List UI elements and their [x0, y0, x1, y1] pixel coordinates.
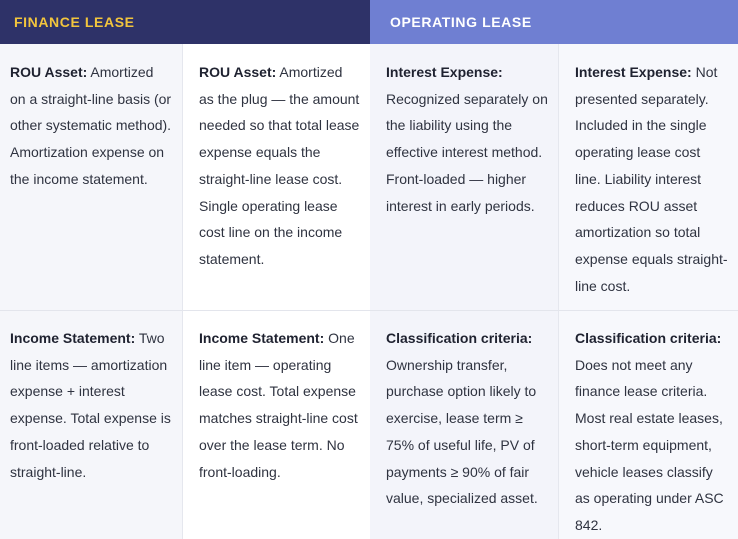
cell-row2-finance-a [0, 310, 182, 539]
cell-text: Amortized as the plug — the amount needed so that total lease expense equals the straight-line lease cost. Single operating lease cost line on the income statement. [199, 64, 360, 267]
cell-text: Recognized separately on the liability using the effective interest method. Front-loaded — higher interest in early periods. [386, 90, 548, 214]
cell-label: Interest Expense: [386, 64, 503, 80]
table-header [0, 0, 738, 44]
cell-text: Ownership transfer, purchase option likely to exercise, lease term ≥ 75% of useful life, PV of payments ≥ 90% of fair value, specialized asset. [386, 356, 538, 507]
cell-text: Does not meet any finance lease criteria. Most real estate leases, short-term equipment, vehicle leases classify as operating under ASC 842. [575, 356, 724, 533]
cell-text: Amortized on a straight-line basis (or other systematic method). Amortization expense on the income statement. [10, 64, 172, 187]
cell-row2-finance-b [182, 310, 370, 539]
cell-row1-finance-a [0, 44, 182, 310]
cell-text: One line item — operating lease cost. Total expense matches straight-line cost over the lease term. No front-loading. [199, 330, 358, 480]
cell-label: ROU Asset: [199, 64, 277, 80]
cell-label: Classification criteria: [575, 330, 722, 346]
cell-row1-operating-b [558, 44, 738, 310]
cell-text: Two line items — amortization expense + interest expense. Total expense is front-loaded relative to straight-line. [10, 330, 171, 480]
cell-row2-operating-a [370, 310, 558, 539]
cell-row1-operating-a [370, 44, 558, 310]
cell-label: Income Statement: [10, 330, 136, 346]
cell-row1-finance-b [182, 44, 370, 310]
cell-label: Classification criteria: [386, 330, 533, 346]
table-body [0, 44, 738, 539]
cell-row2-operating-b [558, 310, 738, 539]
cell-label: Interest Expense: [575, 64, 692, 80]
cell-label: ROU Asset: [10, 64, 88, 80]
cell-text: Not presented separately. Included in the single operating lease cost line. Liability interest reduces ROU asset amortization so total expense equals straight-line cost. [575, 64, 728, 294]
operating-lease-header: OPERATING LEASE [370, 0, 738, 44]
finance-lease-header: FINANCE LEASE [0, 0, 370, 44]
cell-label: Income Statement: [199, 330, 325, 346]
